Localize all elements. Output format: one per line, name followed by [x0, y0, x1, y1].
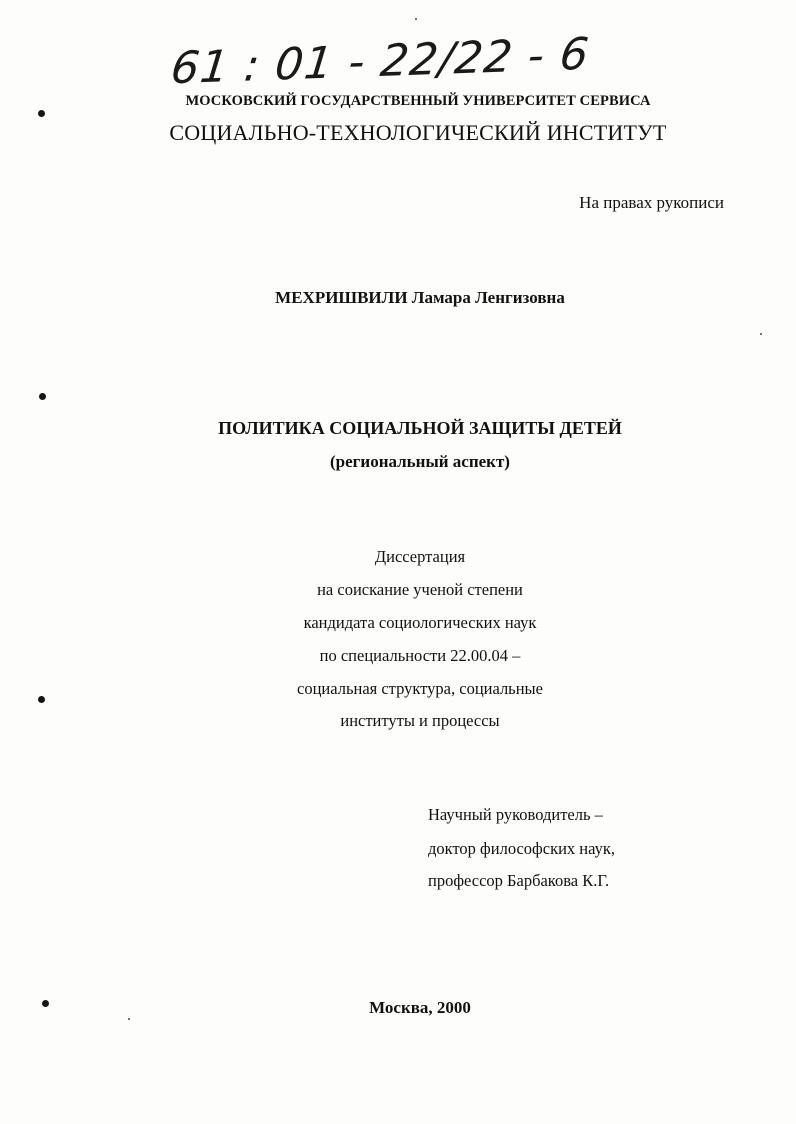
punch-hole-mark [38, 110, 45, 117]
degree-description-line: на соискание ученой степени [317, 580, 523, 599]
supervisor-line: профессор Барбакова К.Г. [428, 871, 610, 890]
place-and-year: Москва, 2000 [369, 998, 471, 1017]
scan-speck [415, 18, 417, 20]
university-name: МОСКОВСКИЙ ГОСУДАРСТВЕННЫЙ УНИВЕРСИТЕТ СЕРВИСА [185, 93, 651, 109]
handwritten-archive-number: 61 : 01 - 22/22 - 6 [168, 28, 592, 95]
supervisor-line: доктор философских наук, [428, 839, 615, 858]
supervisor-line: Научный руководитель – [428, 805, 603, 824]
dissertation-subtitle: (региональный аспект) [330, 452, 510, 471]
degree-description-line: Диссертация [374, 547, 466, 566]
degree-description-line: кандидата социологических наук [303, 613, 537, 632]
scan-speck [128, 1018, 130, 1020]
degree-description-line: социальная структура, социальные [297, 679, 543, 698]
manuscript-rights-note: На правах рукописи [579, 193, 724, 212]
scan-speck [760, 333, 762, 335]
institute-name: СОЦИАЛЬНО-ТЕХНОЛОГИЧЕСКИЙ ИНСТИТУТ [169, 120, 667, 145]
punch-hole-mark [39, 393, 46, 400]
degree-description-line: институты и процессы [340, 711, 500, 730]
degree-description-line: по специальности 22.00.04 – [319, 646, 521, 665]
author-name: МЕХРИШВИЛИ Ламара Ленгизовна [275, 288, 565, 307]
dissertation-title: ПОЛИТИКА СОЦИАЛЬНОЙ ЗАЩИТЫ ДЕТЕЙ [218, 418, 622, 438]
